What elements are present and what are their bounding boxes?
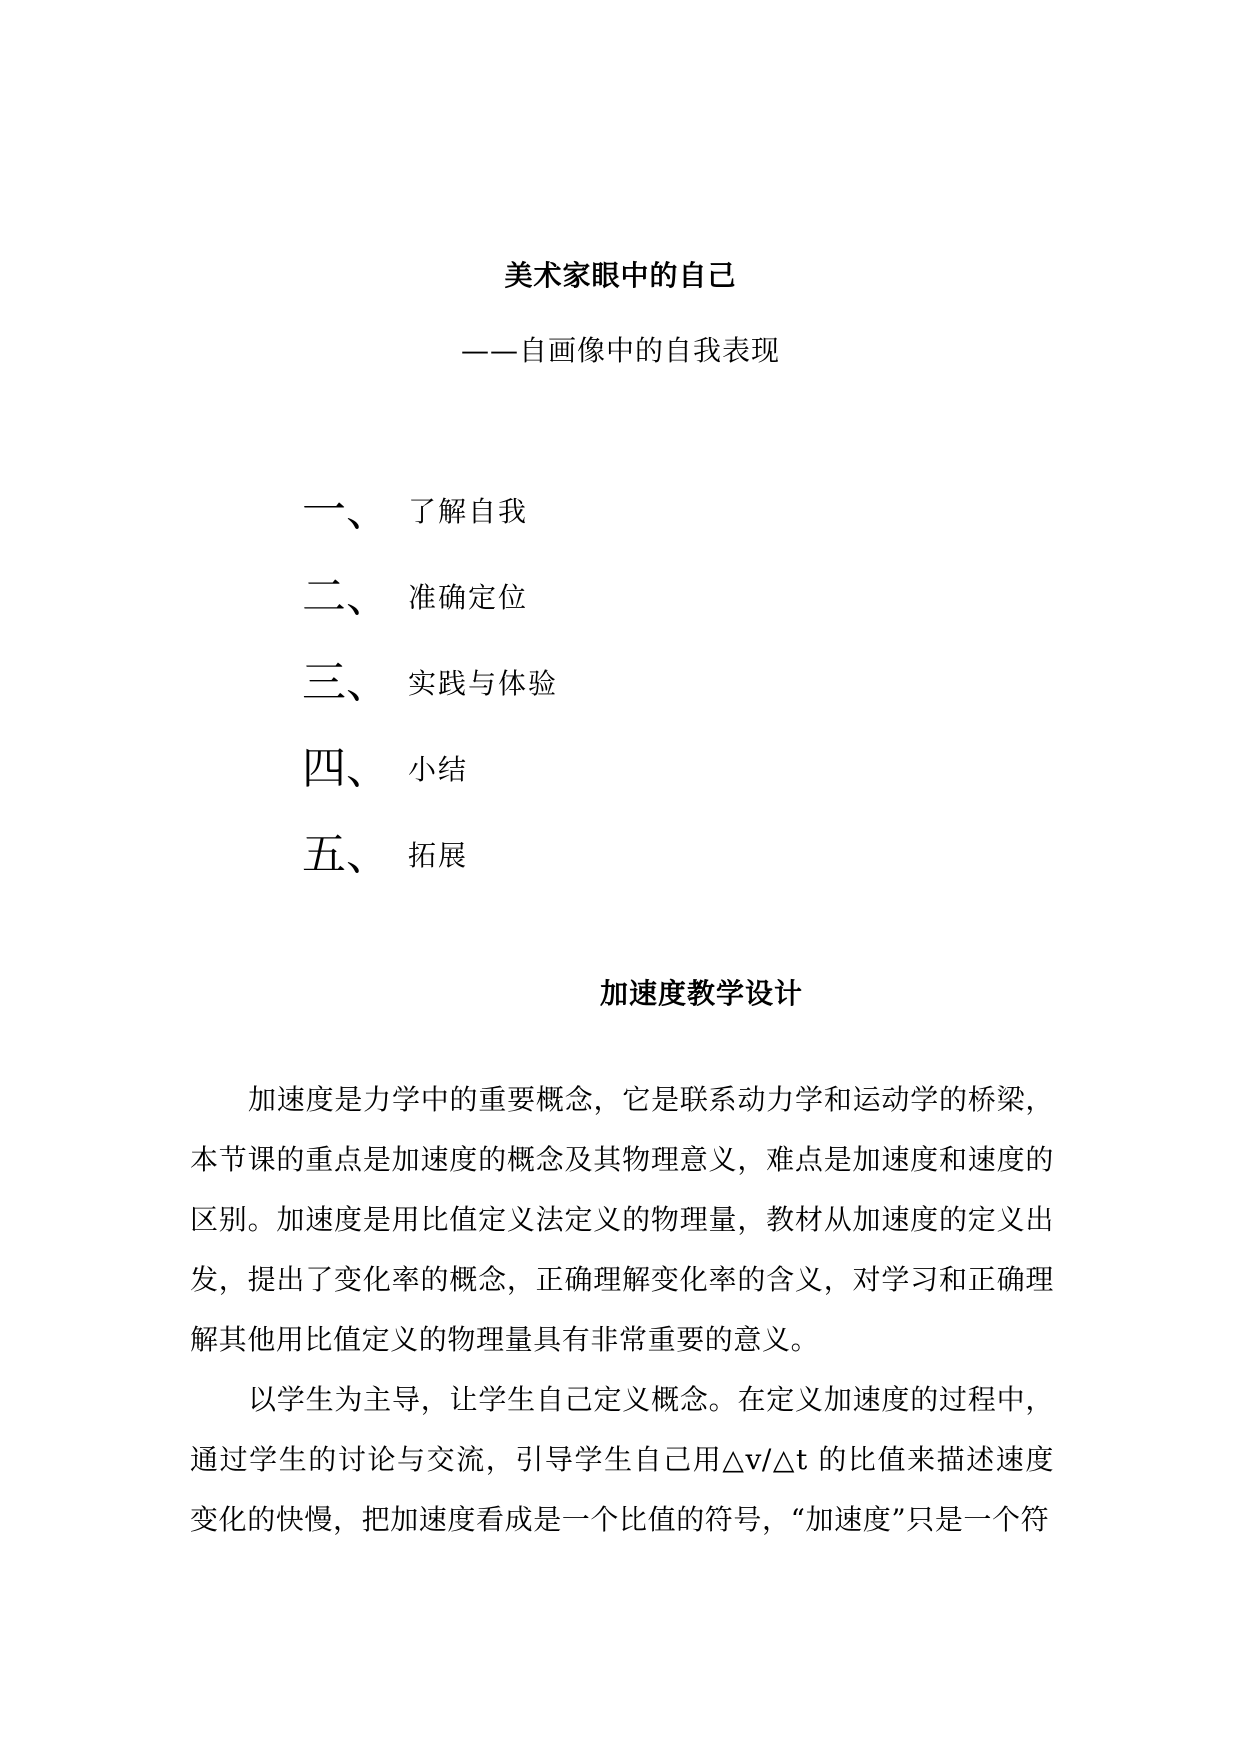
outline-number: 一、 xyxy=(302,485,390,536)
paragraph: 加速度是力学中的重要概念，它是联系动力学和运动学的桥梁，本节课的重点是加速度的概念及其物理意义，难点是加速度和速度的区别。加速度是用比值定义法定义的物理量，教材从加速度的定义出发，提出了变化率的概念，正确理解变化率的含义，对学习和正确理解其他用比值定义的物理量具有非常重要的意义。 xyxy=(190,1083,1054,1356)
outline-item xyxy=(302,484,1002,570)
outline-number: 四、 xyxy=(302,743,390,794)
document-title: 美术家眼中的自己 xyxy=(504,259,737,292)
outline-label: 了解自我 xyxy=(408,495,529,528)
section-title: 加速度教学设计 xyxy=(600,977,804,1010)
outline-item xyxy=(302,828,1002,914)
outline-number: 二、 xyxy=(302,571,390,622)
outline-number: 三、 xyxy=(302,657,390,708)
paragraph: 以学生为主导，让学生自己定义概念。在定义加速度的过程中，通过学生的讨论与交流，引导学生自己用△v/△t 的比值来描述速度变化的快慢，把加速度看成是一个比值的符号，“加速度”只是一个符 xyxy=(190,1383,1054,1536)
outline-number: 五、 xyxy=(302,829,390,880)
outline-item xyxy=(302,656,1002,742)
outline-item xyxy=(302,570,1002,656)
body-text xyxy=(190,1070,1054,1550)
outline-label: 拓展 xyxy=(408,839,469,872)
outline-label: 实践与体验 xyxy=(408,667,559,700)
outline-item xyxy=(302,742,1002,828)
outline-label: 小结 xyxy=(408,753,469,786)
outline-list xyxy=(302,484,1002,914)
outline-label: 准确定位 xyxy=(408,581,529,614)
document-subtitle: ——自画像中的自我表现 xyxy=(460,334,780,367)
